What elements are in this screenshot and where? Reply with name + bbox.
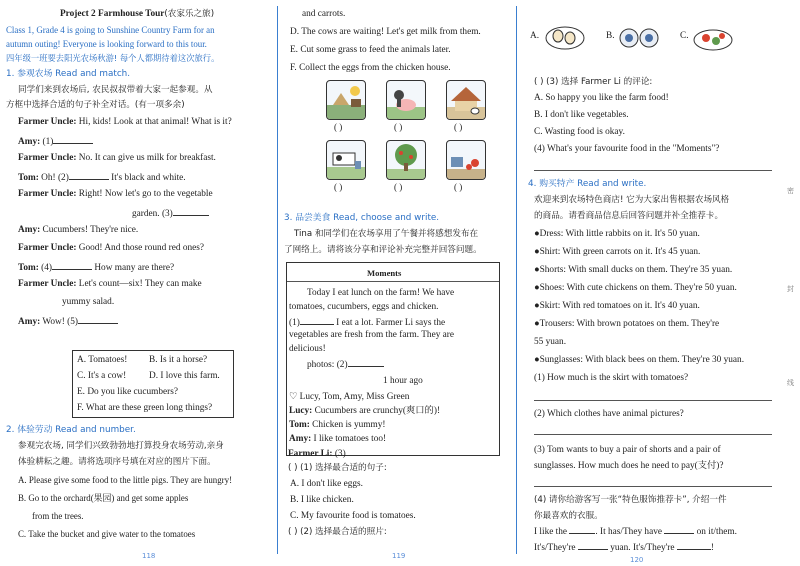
task-picture-4 (326, 140, 366, 180)
card-line-1: I like the . It has/They have on it/them. (534, 524, 737, 538)
page-divider-2 (516, 6, 517, 554)
task-c-cont: and carrots. (302, 9, 346, 19)
q3-option-c: C. Wasting food is okay. (534, 127, 625, 137)
item-sunglasses: ●Sunglasses: With black bees on them. They're 30 yuan. (534, 355, 745, 365)
comment-1: Lucy: Cucumbers are crunchy(爽口的)! (289, 406, 441, 416)
section-2-instr-1: 参观完农场, 同学们兴致勃勃地打算投身农场劳动,亲身 (18, 441, 224, 451)
post-line-4: vegetables are fresh from the farm. They are (289, 330, 455, 340)
answer-blank-3[interactable] (173, 206, 209, 216)
photo-c-salad-icon (692, 24, 734, 52)
task-f: F. Collect the eggs from the chicken house. (290, 63, 451, 73)
farm-scene-icon (327, 81, 365, 119)
answer-line-4-1[interactable] (534, 400, 772, 401)
chicken-house-icon (447, 81, 485, 119)
answer-paren-2[interactable]: ( ) (394, 122, 403, 132)
intro-line-3: 四年级一班要去阳光农场秋游! 每个人都期待着这次旅行。 (6, 53, 220, 63)
card-blank-3[interactable] (578, 540, 608, 550)
dialogue-line-2: Amy: (1) (18, 134, 93, 148)
section-4-heading: 4. 购买特产 Read and write. (528, 179, 647, 189)
dialogue-line-10: Farmer Uncle: Let's count—six! They can make (18, 279, 202, 289)
task-c: C. Take the bucket and give water to the tomatoes (18, 529, 196, 539)
section-1-instr-1: 同学们来到农场后, 农民叔叔带着大家一起参观。从 (18, 85, 213, 95)
cow-milking-icon (327, 141, 365, 179)
answer-line-4-2[interactable] (534, 434, 772, 435)
comment-4: Farmer Li: (3) (288, 446, 386, 460)
dialogue-line-8: Farmer Uncle: Good! And those round red ones? (18, 243, 204, 253)
section-4-instr-2: 的商品。请看商品信息后回答问题并补全推荐卡。 (534, 211, 724, 221)
answer-paren-1[interactable]: ( ) (334, 122, 343, 132)
page-118 (0, 0, 274, 566)
moments-title: Moments (367, 268, 402, 278)
section-3-instr-2: 了网络上。请将该分享和评论补充完整并回答问题。 (284, 245, 482, 255)
item-trousers-price: 55 yuan. (534, 337, 567, 347)
answer-paren-4[interactable]: ( ) (334, 182, 343, 192)
section-1-instr-2: 方框中选择合适的句子补全对话。(有一项多余) (6, 100, 185, 110)
post-line-1: Today I eat lunch on the farm! We have (307, 288, 455, 298)
item-trousers: ●Trousers: With brown potatoes on them. They're (534, 319, 720, 329)
section-2-instr-2: 体验耕耘之趣。请将选项序号填在对应的图片下面。 (18, 457, 216, 467)
task-picture-3 (446, 80, 486, 120)
question-4-2: (2) Which clothes have animal pictures? (534, 409, 684, 419)
photo-a-eggs-icon (544, 24, 586, 52)
task-picture-1 (326, 80, 366, 120)
question-3-3: ( ) (3) 选择 Farmer Li 的评论: (534, 77, 653, 87)
watering-icon (447, 141, 485, 179)
moments-blank-1[interactable] (300, 315, 334, 325)
answer-blank-5[interactable] (78, 314, 118, 324)
photo-label-b: B. (606, 31, 615, 41)
likes-line: ♡ Lucy, Tom, Amy, Miss Green (289, 392, 410, 402)
options-box (72, 350, 234, 418)
question-4-3-cont: sunglasses. How much does he need to pay(支付)? (534, 461, 724, 471)
page-119 (280, 0, 510, 566)
item-skirt: ●Skirt: With red tomatoes on it. It's 40 yuan. (534, 301, 700, 311)
photos-line: photos: (2) (307, 357, 384, 371)
post-line-3: (1) I eat a lot. Farmer Li says the (289, 315, 445, 329)
page-number: 118 (142, 552, 156, 560)
moments-blank-2[interactable] (348, 357, 384, 367)
answer-blank-1[interactable] (53, 134, 93, 144)
item-shirt: ●Shirt: With green carrots on it. It's 45 yuan. (534, 247, 701, 257)
question-3-2: ( ) (2) 选择最合适的照片: (288, 527, 387, 537)
question-4-4-cont: 你最喜欢的衣服。 (534, 511, 603, 521)
seal-mark-2: 封 (787, 285, 794, 293)
answer-line-4-3[interactable] (534, 486, 772, 487)
page-number: 120 (630, 556, 644, 564)
dialogue-line-5: Farmer Uncle: Right! Now let's go to the vegetable (18, 189, 213, 199)
question-3-1: ( ) (1) 选择最合适的句子: (288, 463, 387, 473)
answer-paren-3[interactable]: ( ) (454, 122, 463, 132)
post-line-2: tomatoes, cucumbers, eggs and chicken. (289, 302, 439, 312)
page-120 (520, 0, 782, 566)
q3-option-a: A. So happy you like the farm food! (534, 93, 669, 103)
question-4-4: (4) 请你给游客写一张“特色服饰推荐卡”, 介绍一件 (534, 495, 727, 505)
dialogue-line-9: Tom: (4) How many are there? (18, 260, 174, 274)
photo-label-c: C. (680, 31, 689, 41)
moments-blank-3[interactable] (346, 446, 386, 456)
dialogue-line-6: garden. (3) (132, 206, 209, 220)
item-dress: ●Dress: With little rabbits on it. It's 50 yuan. (534, 229, 700, 239)
item-shorts: ●Shorts: With small ducks on them. They're 35 yuan. (534, 265, 733, 275)
post-time: 1 hour ago (383, 376, 423, 386)
answer-blank-4[interactable] (52, 260, 92, 270)
dialogue-line-4: Tom: Oh! (2) It's black and white. (18, 170, 186, 184)
question-4-3: (3) Tom wants to buy a pair of shorts and a pair of (534, 445, 721, 455)
moments-divider (287, 281, 499, 282)
answer-paren-6[interactable]: ( ) (454, 182, 463, 192)
pig-feeding-icon (387, 81, 425, 119)
comment-2: Tom: Chicken is yummy! (289, 420, 386, 430)
card-blank-4[interactable] (677, 540, 711, 550)
section-3-heading: 3. 品尝美食 Read, choose and write. (284, 213, 440, 223)
card-blank-2[interactable] (664, 524, 694, 534)
task-picture-5 (386, 140, 426, 180)
page-number: 119 (392, 552, 406, 560)
q3-option-b: B. I don't like vegetables. (534, 110, 629, 120)
apple-tree-icon (387, 141, 425, 179)
answer-blank-2[interactable] (69, 170, 109, 180)
photo-b-dishes-icon (618, 24, 660, 52)
page-divider-1 (277, 6, 278, 554)
option-c: C. It's a cow! (77, 371, 127, 381)
seal-mark-3: 线 (787, 379, 794, 387)
section-2-heading: 2. 体验劳动 Read and number. (6, 425, 136, 435)
card-blank-1[interactable] (569, 524, 595, 534)
task-e: E. Cut some grass to feed the animals later. (290, 45, 451, 55)
dialogue-line-11: yummy salad. (62, 297, 115, 307)
section-1-heading: 1. 参观农场 Read and match. (6, 69, 131, 79)
section-4-instr-1: 欢迎来到农场特色商店! 它为大家出售根据农场风格 (534, 195, 730, 205)
seal-mark-1: 密 (787, 187, 794, 195)
moments-box (286, 262, 500, 456)
task-picture-2 (386, 80, 426, 120)
q1-option-a: A. I don't like eggs. (290, 479, 363, 489)
card-line-2: It's/They're yuan. It's/They're ! (534, 540, 714, 554)
option-a: A. Tomatoes! (77, 355, 128, 365)
question-3-4: (4) What's your favourite food in the "Moments"? (534, 144, 720, 154)
section-3-instr-1: Tina 和同学们在农场享用了午餐并将感想发布在 (294, 229, 479, 239)
task-picture-6 (446, 140, 486, 180)
task-b-cont: from the trees. (32, 511, 84, 521)
dialogue-line-7: Amy: Cucumbers! They're nice. (18, 225, 139, 235)
task-d: D. The cows are waiting! Let's get milk from them. (290, 27, 481, 37)
dialogue-line-12: Amy: Wow! (5) (18, 314, 118, 328)
answer-paren-5[interactable]: ( ) (394, 182, 403, 192)
dialogue-line-3: Farmer Uncle: No. It can give us milk for breakfast. (18, 153, 216, 163)
comment-3: Amy: I like tomatoes too! (289, 434, 387, 444)
item-shoes: ●Shoes: With cute chickens on them. They're 50 yuan. (534, 283, 737, 293)
task-b: B. Go to the orchard(果园) and get some apples (18, 493, 189, 503)
answer-line-q4[interactable] (534, 170, 772, 171)
dialogue-line-1: Farmer Uncle: Hi, kids! Look at that animal! What is it? (18, 117, 232, 127)
option-f: F. What are these green long things? (77, 403, 213, 413)
photo-label-a: A. (530, 31, 540, 41)
q1-option-c: C. My favourite food is tomatoes. (290, 511, 416, 521)
option-d: D. I love this farm. (149, 371, 220, 381)
task-a: A. Please give some food to the little pigs. They are hungry! (18, 475, 233, 485)
intro-line-2: autumn outing! Everyone is looking forward to this tour. (6, 39, 207, 49)
project-title: Project 2 Farmhouse Tour(农家乐之旅) (60, 9, 215, 19)
q1-option-b: B. I like chicken. (290, 495, 354, 505)
option-e: E. Do you like cucumbers? (77, 387, 178, 397)
question-4-1: (1) How much is the skirt with tomatoes? (534, 373, 689, 383)
post-line-5: delicious! (289, 344, 326, 354)
intro-line-1: Class 1, Grade 4 is going to Sunshine Country Farm for an (6, 25, 215, 35)
option-b: B. Is it a horse? (149, 355, 208, 365)
